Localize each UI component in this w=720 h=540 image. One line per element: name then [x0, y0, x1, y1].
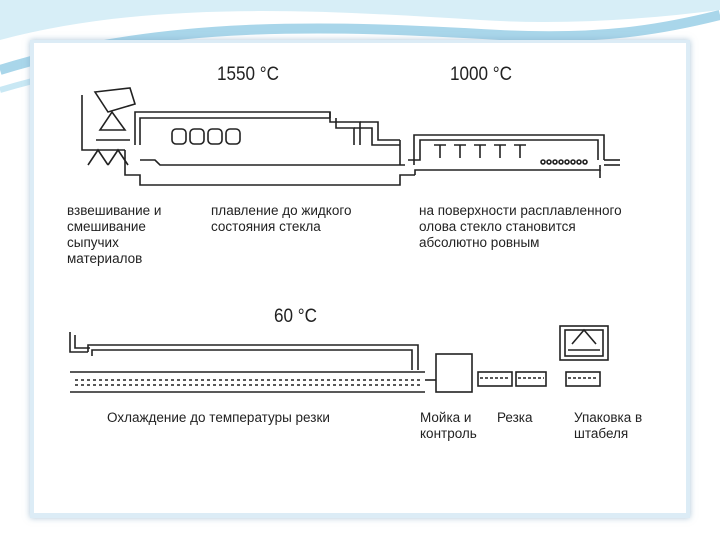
burner-row — [172, 129, 240, 144]
washing-unit — [425, 354, 472, 392]
label-packing: Упаковка в штабеля — [574, 410, 643, 441]
batch-hopper — [82, 88, 135, 165]
cooling-temperature: 60 °C — [274, 306, 317, 327]
cutting-unit — [478, 372, 546, 386]
label-weighing: взвешивание и смешивание сыпучих материалов — [67, 203, 162, 266]
label-tin-bath: на поверхности расплавленного олова стекло становится абсолютно ровным — [419, 203, 622, 250]
melting-temperature: 1550 °C — [217, 64, 279, 85]
heater-row — [434, 145, 526, 158]
label-melting: плавление до жидкого состояния стекла — [211, 203, 352, 234]
roller-dots-top — [541, 160, 587, 164]
annealing-lehr — [70, 332, 425, 392]
melting-furnace — [125, 112, 415, 185]
tin-bath-temperature: 1000 °C — [450, 64, 512, 85]
packing-unit — [560, 326, 608, 386]
label-cutting: Резка — [497, 410, 533, 425]
label-cooling: Охлаждение до температуры резки — [107, 410, 330, 425]
label-washing: Мойка и контроль — [420, 410, 477, 441]
